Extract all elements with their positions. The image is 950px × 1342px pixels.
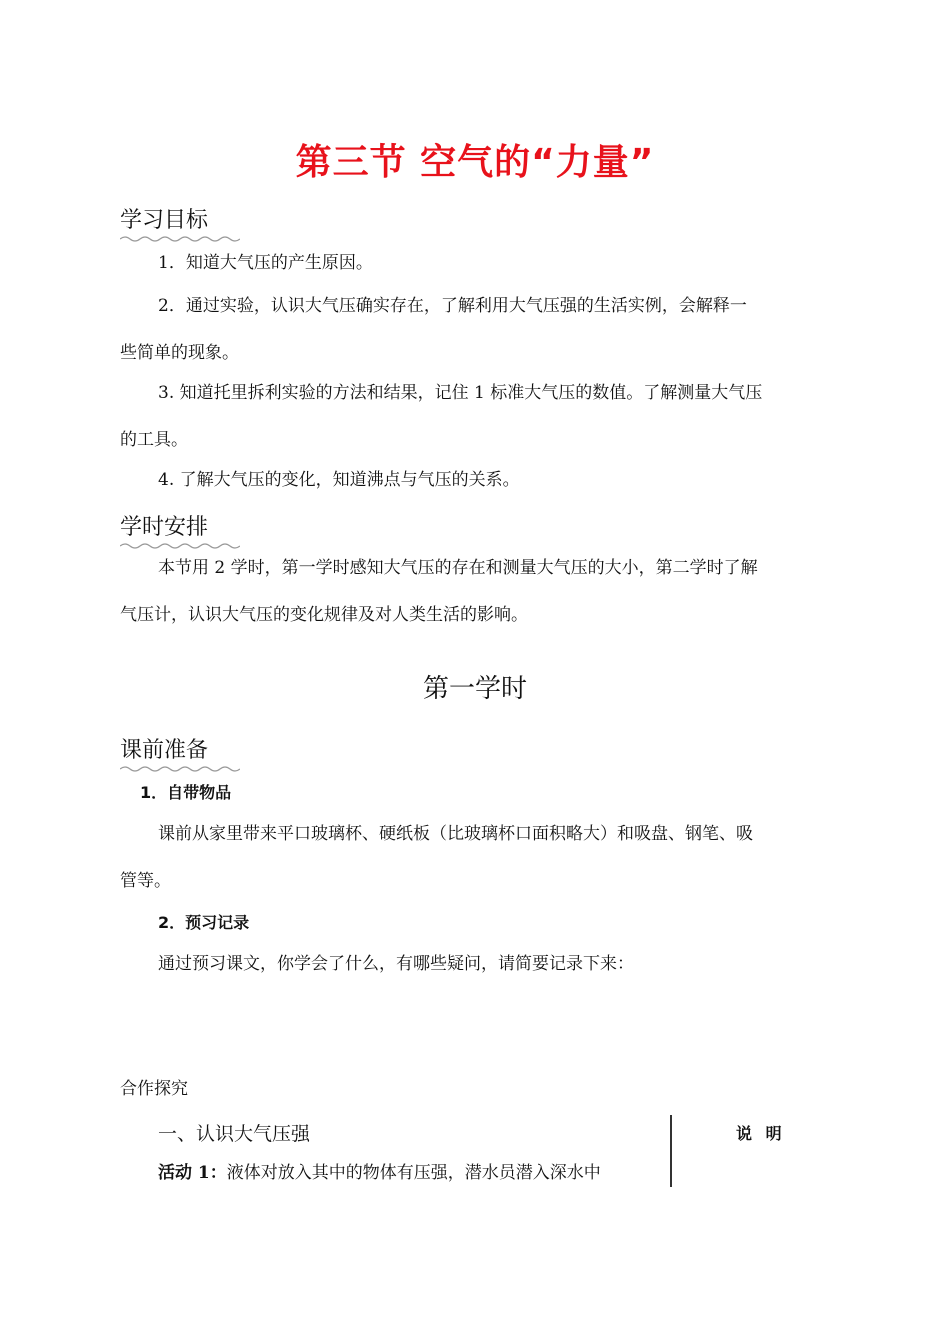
prep-item-1-line-2: 管等。 bbox=[120, 871, 171, 891]
schedule-line-2: 气压计，认识大气压的变化规律及对人类生活的影响。 bbox=[120, 605, 528, 625]
goal-item-2-cont: 些简单的现象。 bbox=[120, 343, 239, 363]
goal-item-2: 2．通过实验，认识大气压确实存在，了解利用大气压强的生活实例，会解释一 bbox=[158, 296, 747, 316]
lesson-title: 第一学时 bbox=[422, 674, 527, 704]
prep-item-2-line: 通过预习课文，你学会了什么，有哪些疑问，请简要记录下来： bbox=[158, 954, 634, 974]
activity-1 bbox=[158, 1161, 601, 1185]
wavy-underline bbox=[120, 765, 240, 773]
column-divider bbox=[670, 1115, 672, 1187]
coop-heading: 合作探究 bbox=[120, 1079, 188, 1099]
goal-item-3-cont: 的工具。 bbox=[120, 430, 188, 450]
activity-1-label: 活动 1： bbox=[158, 1163, 227, 1183]
goal-item-3: 3. 知道托里拆利实验的方法和结果，记住 1 标准大气压的数值。了解测量大气压 bbox=[158, 383, 763, 403]
wavy-underline bbox=[120, 542, 240, 550]
goal-item-1: 1．知道大气压的产生原因。 bbox=[158, 253, 373, 273]
coop-section-title: 一、认识大气压强 bbox=[158, 1123, 311, 1145]
activity-1-text: 液体对放入其中的物体有压强，潜水员潜入深水中 bbox=[226, 1163, 601, 1183]
notes-column-header: 说 明 bbox=[736, 1124, 786, 1143]
prep-item-1-title: 1．自带物品 bbox=[140, 783, 232, 802]
schedule-line-1: 本节用 2 学时，第一学时感知大气压的存在和测量大气压的大小，第二学时了解 bbox=[158, 558, 758, 578]
prep-item-1-line-1: 课前从家里带来平口玻璃杯、硬纸板（比玻璃杯口面积略大）和吸盘、钢笔、吸 bbox=[158, 824, 753, 844]
goals-heading bbox=[120, 203, 208, 234]
goal-item-4: 4. 了解大气压的变化，知道沸点与气压的关系。 bbox=[158, 470, 520, 490]
wavy-underline bbox=[120, 235, 240, 243]
prep-heading bbox=[120, 733, 208, 764]
prep-heading-text: 课前准备 bbox=[120, 738, 209, 763]
schedule-heading bbox=[120, 510, 208, 541]
prep-item-2-title: 2．预习记录 bbox=[158, 913, 250, 932]
schedule-heading-text: 学时安排 bbox=[120, 515, 209, 540]
goals-heading-text: 学习目标 bbox=[120, 208, 209, 233]
page-title: 第三节 空气的“力量” bbox=[295, 142, 655, 183]
